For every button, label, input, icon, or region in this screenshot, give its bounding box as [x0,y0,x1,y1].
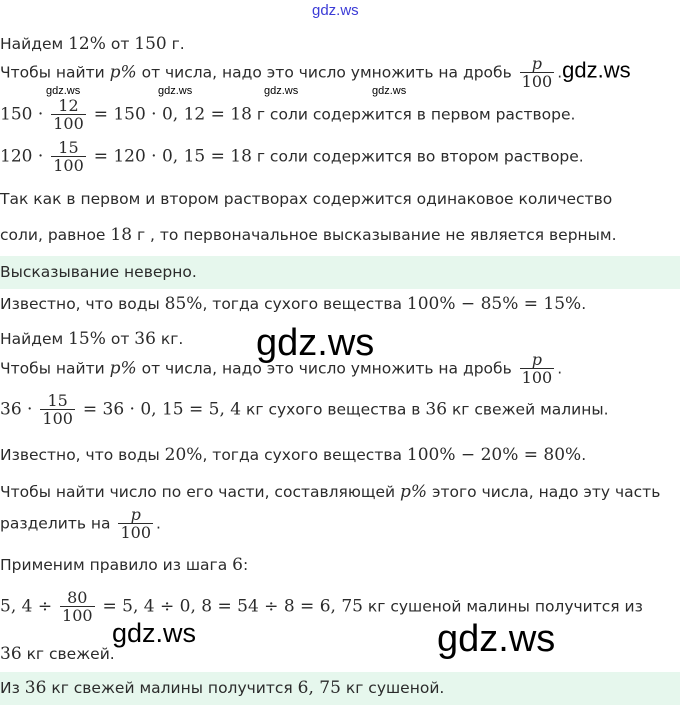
text-line-3: 150 · $\frac{12}{100}$ = 150 · 0, 12 = 18 г соли содержится в первом растворе. [0,96,576,133]
watermark-medium: gdz.ws [112,618,197,648]
fraction-15-100: $\frac{15}{100}$ [53,138,84,175]
fraction-p-100-2: $\frac{p}{100}$ [521,350,553,387]
text-line-11: 36 · $\frac{15}{100}$ = 36 · 0, 15 = 5, 4 кг сухого вещества в 36 кг свежей малины. [0,391,609,428]
watermark-small-1: gdz.ws [46,85,81,97]
text-line-2: Чтобы найти p% от числа, надо это число умножить на дробь $\frac{p}{100}$ .gdz.ws [0,54,631,91]
text-line-16: 5, 4 ÷ $\frac{80}{100}$ = 5, 4 ÷ 0, 8 = 54 ÷ 8 = 6, 75 кг сушеной малины получится из [0,588,643,625]
fraction-12-100: $\frac{12}{100}$ [53,96,84,133]
fraction-p-100-3: $\frac{p}{100}$ [120,505,152,542]
text-line-13: Чтобы найти число по его части, составляющей p% этого числа, надо эту часть [0,482,661,502]
watermark-top: gdz.ws [312,2,359,19]
fraction-80-100: $\frac{80}{100}$ [62,588,93,625]
watermark-big-2: gdz.ws [437,618,556,660]
text-line-9: Найдем 15% от 36 кг. [0,329,184,349]
text-line-17: 36 кг свежей. [0,644,115,664]
text-line-5: Так как в первом и втором растворах содержится одинаковое количество [0,190,613,208]
fraction-15-100-2: $\frac{15}{100}$ [42,391,73,428]
text-line-1: Найдем 12% от 150 г. [0,34,185,54]
text-line-8: Известно, что воды 85%, тогда сухого вещества 100% − 85% = 15%. [0,294,587,314]
text-line-10: Чтобы найти p% от числа, надо это число умножить на дробь $\frac{p}{100}$ . [0,350,563,387]
text-line-14: разделить на $\frac{p}{100}$ . [0,505,161,542]
text-line-15: Применим правило из шага 6: [0,555,249,575]
watermark-small-3: gdz.ws [264,85,299,97]
watermark-small-4: gdz.ws [372,85,407,97]
watermark-small-2: gdz.ws [158,85,193,97]
text-line-12: Известно, что воды 20%, тогда сухого вещества 100% − 20% = 80%. [0,445,587,465]
text-line-6: соли, равное 18 г , то первоначальное высказывание не является верным. [0,225,617,245]
fraction-p-100: $\frac{p}{100}$ [521,54,553,91]
conclusion-1: Высказывание неверно. [0,256,680,289]
watermark-big-1: gdz.ws [256,322,375,364]
text-line-4: 120 · $\frac{15}{100}$ = 120 · 0, 15 = 18 г соли содержится во втором растворе. [0,138,584,175]
watermark-inline: gdz.ws [562,57,631,83]
conclusion-2: Из 36 кг свежей малины получится 6, 75 кг сушеной. [0,672,680,705]
